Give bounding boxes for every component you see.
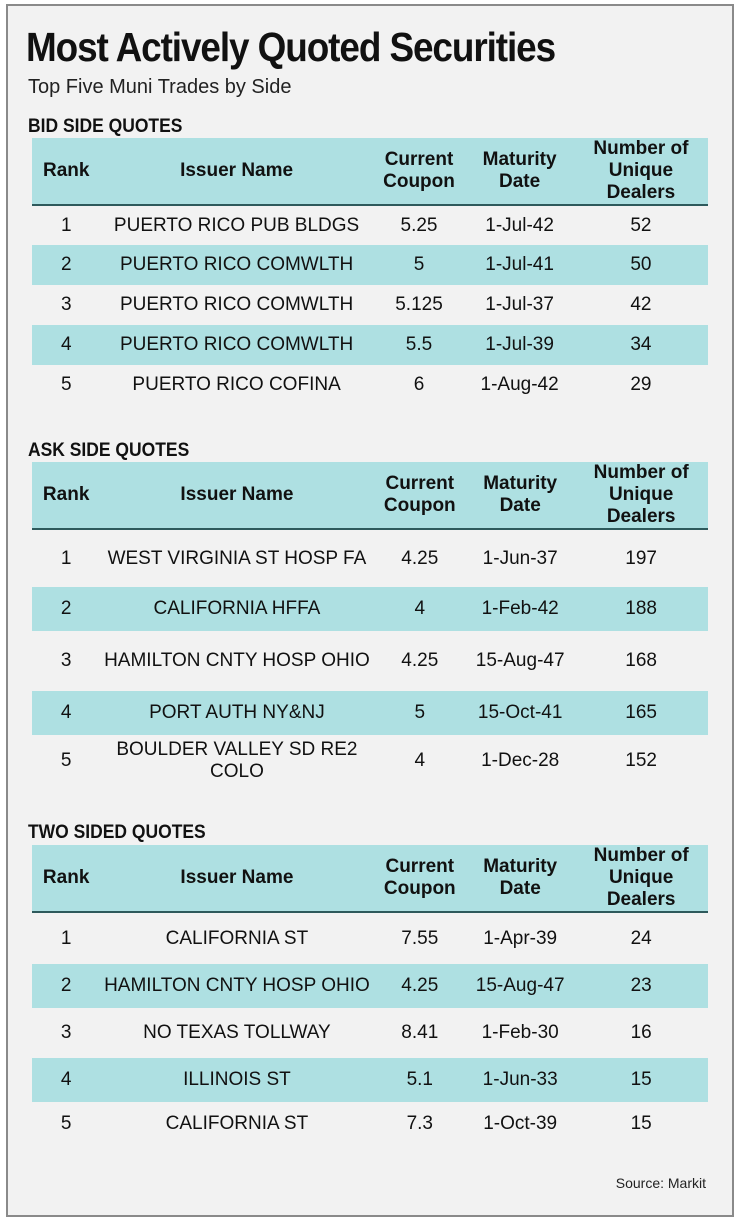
cell-rank: 3 [60,294,72,315]
table-row [32,735,708,787]
table-row [32,285,708,325]
cell-issuer: HAMILTON CNTY HOSP OHIO [100,964,373,1008]
col-header-maturity: Maturity Date [466,845,574,912]
cell-maturity: 1-Jul-37 [485,294,554,315]
cell-maturity: 1-Jul-42 [485,214,554,236]
cell-issuer: CALIFORNIA HFFA [100,587,373,631]
cell-dealers: 24 [630,927,652,949]
cell-coupon: 5.1 [374,1058,467,1102]
cell-maturity: 1-Apr-39 [483,927,558,949]
cell-maturity: 1-Jul-39 [465,325,574,365]
cell-issuer: PUERTO RICO COMWLTH [119,294,354,315]
cell-maturity: 1-Dec-28 [481,750,560,771]
table-row [32,245,708,285]
cell-rank: 1 [60,214,72,236]
col-header-coupon: Current Coupon [374,845,467,912]
cell-coupon: 5.125 [395,294,443,315]
table-header-row [32,138,708,205]
cell-rank: 1 [60,927,72,949]
cell-rank: 4 [32,691,100,735]
cell-rank: 4 [32,325,101,365]
cell-maturity: 1-Jun-33 [466,1058,574,1102]
cell-rank: 4 [32,1058,100,1102]
cell-coupon: 4.25 [401,650,439,671]
cell-maturity: 1-Jul-41 [465,245,574,285]
cell-issuer: NO TEXAS TOLLWAY [143,1022,331,1043]
table-header-row [32,462,708,529]
cell-issuer: PUERTO RICO COMWLTH [101,245,373,285]
cell-dealers: 16 [630,1022,652,1043]
col-header-dealers: Number of Unique Dealers [574,845,708,912]
cell-issuer: ILLINOIS ST [100,1058,373,1102]
cell-issuer: PUERTO RICO COMWLTH [101,325,373,365]
cell-issuer: PUERTO RICO PUB BLDGS [113,214,360,236]
cell-coupon: 7.55 [401,927,439,949]
table-header-row [32,845,708,912]
cell-maturity: 15-Aug-47 [466,964,574,1008]
table-row [32,912,708,964]
cell-maturity: 15-Aug-47 [475,650,565,671]
col-header-coupon: Current Coupon [374,462,467,529]
source-credit: Source: Markit [615,1175,706,1191]
table-row [32,205,708,245]
cell-coupon: 6 [413,374,425,395]
cell-rank: 2 [32,964,100,1008]
table-row [32,964,708,1008]
cell-coupon: 4 [374,587,467,631]
cell-dealers: 197 [625,547,657,569]
col-header-dealers: Number of Unique Dealers [574,138,708,205]
cell-issuer: WEST VIRGINIA ST HOSP FA [107,547,367,569]
col-header-rank: Rank [32,845,100,912]
cell-maturity: 1-Jun-37 [482,547,558,569]
table-row [32,587,708,631]
col-header-rank: Rank [32,138,101,205]
col-header-maturity: Maturity Date [466,462,574,529]
cell-issuer: BOULDER VALLEY SD RE2 COLO [116,739,358,782]
cell-rank: 1 [60,547,72,569]
col-header-issuer: Issuer Name [100,845,373,912]
cell-coupon: 5 [374,691,467,735]
cell-maturity: 1-Aug-42 [480,374,559,395]
table-row [32,691,708,735]
section-title-bid: BID SIDE QUOTES [28,116,183,137]
table-row [32,1058,708,1102]
cell-issuer: CALIFORNIA ST [165,927,309,949]
cell-dealers: 165 [574,691,708,735]
cell-coupon: 5.25 [400,214,438,236]
table-row [32,325,708,365]
cell-coupon: 4.25 [374,964,467,1008]
cell-dealers: 15 [574,1058,708,1102]
cell-dealers: 23 [574,964,708,1008]
cell-issuer: PORT AUTH NY&NJ [100,691,373,735]
table-row [32,631,708,691]
cell-maturity: 1-Oct-39 [483,1113,558,1134]
cell-dealers: 42 [630,294,652,315]
cell-rank: 3 [60,1022,72,1043]
two-sided-table [32,845,708,1146]
col-header-issuer: Issuer Name [100,462,373,529]
cell-maturity: 1-Feb-30 [481,1022,559,1043]
col-header-rank: Rank [32,462,100,529]
table-row [32,365,708,405]
section-title-ask: ASK SIDE QUOTES [28,440,190,461]
cell-dealers: 29 [630,374,652,395]
col-header-coupon: Current Coupon [373,138,466,205]
col-header-dealers: Number of Unique Dealers [574,462,708,529]
cell-issuer: CALIFORNIA ST [165,1113,309,1134]
cell-coupon: 5 [373,245,466,285]
cell-maturity: 15-Oct-41 [466,691,574,735]
cell-coupon: 4 [414,750,426,771]
cell-rank: 5 [60,750,72,771]
section-title-two-sided: TWO SIDED QUOTES [28,822,206,843]
cell-dealers: 168 [625,650,657,671]
page-subtitle: Top Five Muni Trades by Side [28,76,292,98]
cell-issuer: HAMILTON CNTY HOSP OHIO [104,650,370,671]
cell-rank: 5 [60,1113,72,1134]
cell-dealers: 34 [574,325,708,365]
table-row [32,1008,708,1058]
cell-rank: 5 [60,374,72,395]
ask-side-table [32,462,708,787]
cell-coupon: 7.3 [406,1113,433,1134]
cell-issuer: PUERTO RICO COFINA [132,374,341,395]
cell-maturity: 1-Feb-42 [466,587,574,631]
cell-coupon: 8.41 [401,1022,439,1043]
table-row [32,529,708,587]
page-title: Most Actively Quoted Securities [26,24,556,70]
cell-rank: 2 [32,245,101,285]
cell-dealers: 50 [574,245,708,285]
cell-dealers: 188 [574,587,708,631]
cell-dealers: 15 [630,1113,652,1134]
cell-coupon: 5.5 [373,325,466,365]
cell-coupon: 4.25 [401,547,439,569]
col-header-issuer: Issuer Name [101,138,373,205]
bid-side-table [32,138,708,405]
cell-dealers: 52 [630,214,652,236]
cell-rank: 3 [60,650,72,671]
table-row [32,1102,708,1146]
col-header-maturity: Maturity Date [465,138,574,205]
cell-dealers: 152 [625,750,657,771]
cell-rank: 2 [32,587,100,631]
